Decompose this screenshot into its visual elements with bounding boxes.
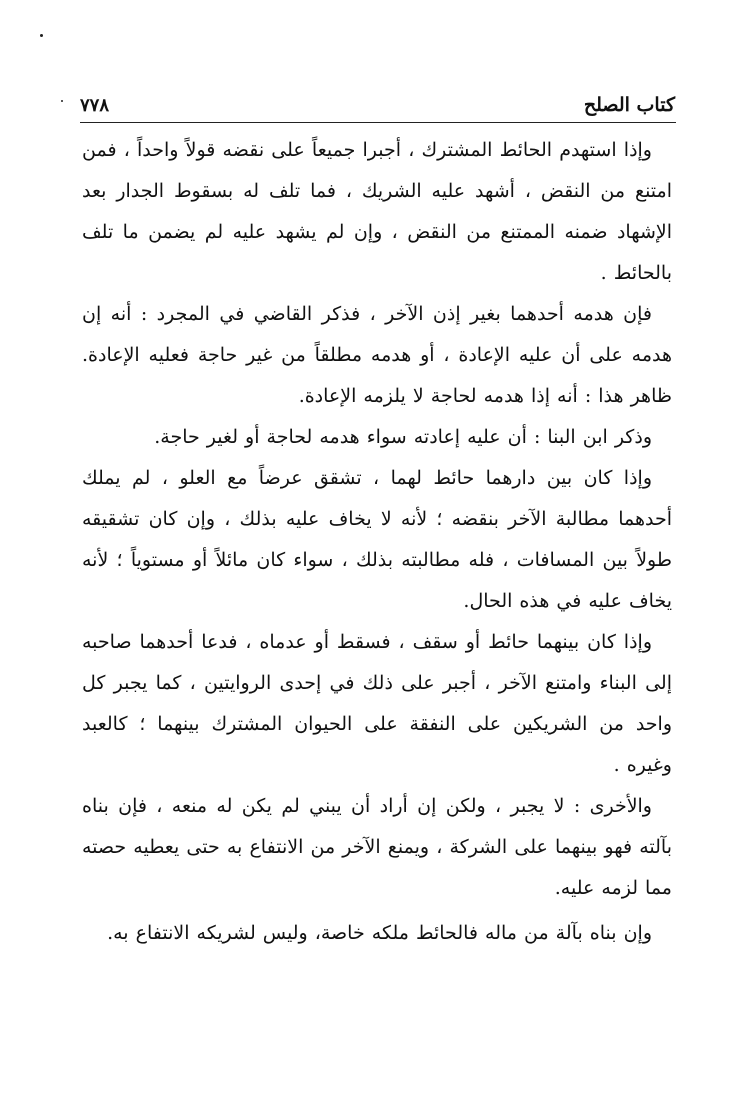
scan-speck: [40, 34, 43, 37]
paragraph: وإذا استهدم الحائط المشترك ، أجبرا جميعاً على نقضه قولاً واحداً ، فمن امتنع من النقض ، أشهد عليه الشريك ، فما تلف له بسقوط الجدار بعد الإشهاد ضمنه الممتنع من النقض ، وإن لم يشهد عليه لم يضمن ما تلف بالحائط .: [82, 139, 672, 284]
page-header: [80, 86, 675, 116]
scan-speck: [61, 100, 63, 102]
paragraph: وإذا كان بينهما حائط أو سقف ، فسقط أو عدماه ، فدعا أحدهما صاحبه إلى البناء وامتنع الآخر ، أجبر على ذلك في إحدى الروايتين ، كما يجبر كل واحد من الشريكين على النفقة على الحيوان المشترك بينهما ؛ كالعبد وغيره .: [82, 631, 672, 776]
paragraph: وإذا كان بين دارهما حائط لهما ، تشقق عرضاً مع العلو ، لم يملك أحدهما مطالبة الآخر بنقضه ؛ لأنه لا يخاف عليه بذلك ، وإن كان تشقيقه طولاً بين المسافات ، فله مطالبته بذلك ، سواء كان مائلاً أو مستوياً ؛ لأنه يخاف عليه في هذه الحال.: [82, 467, 672, 612]
running-title: كتاب الصلح: [583, 94, 675, 116]
paragraph: والأخرى : لا يجبر ، ولكن إن أراد أن يبني لم يكن له منعه ، فإن بناه بآلته فهو بينهما على الشركة ، ويمنع الآخر من الانتفاع به حتى يعطيه حصته مما لزمه عليه.: [82, 795, 672, 899]
body-text: [82, 130, 672, 954]
paragraph: فإن هدمه أحدهما بغير إذن الآخر ، فذكر القاضي في المجرد : أنه إن هدمه على أن عليه الإعادة ، أو هدمه مطلقاً من غير حاجة فعليه الإعادة. ظاهر هذا : أنه إذا هدمه لحاجة لا يلزمه الإعادة.: [82, 303, 672, 407]
paragraph: وذكر ابن البنا : أن عليه إعادته سواء هدمه لحاجة أو لغير حاجة.: [154, 426, 652, 448]
header-rule: [80, 122, 676, 123]
paragraph: وإن بناه بآلة من ماله فالحائط ملكه خاصة، وليس لشريكه الانتفاع به.: [107, 922, 652, 944]
page-number: ٧٧٨: [80, 95, 110, 116]
